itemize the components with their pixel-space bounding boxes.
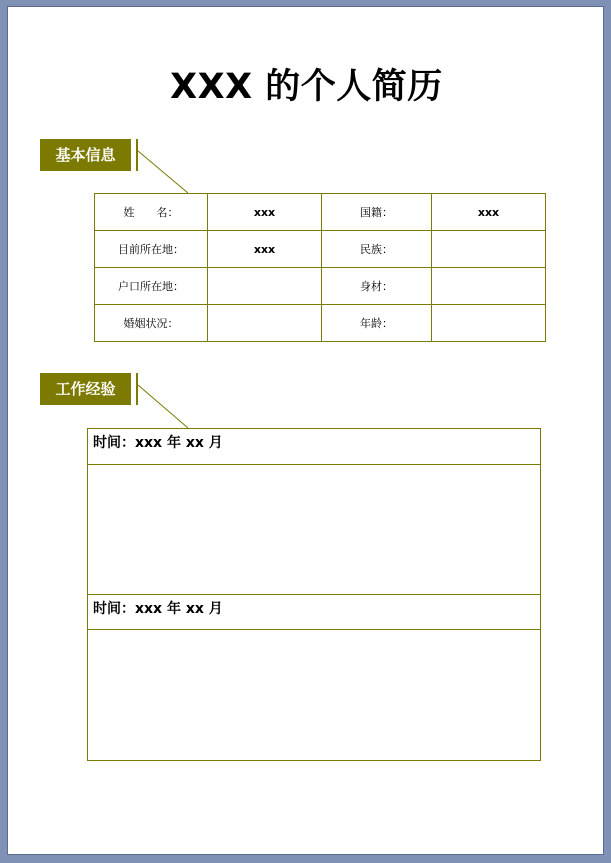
value-ethnicity[interactable] <box>432 231 546 268</box>
section-heading-work-experience: 工作经验 <box>40 373 131 405</box>
value-name[interactable]: xxx <box>208 194 322 231</box>
value-age[interactable] <box>432 305 546 342</box>
value-current-location[interactable]: xxx <box>208 231 322 268</box>
work-entry-body[interactable] <box>88 630 540 760</box>
work-entry-time[interactable]: 时间：xxx 年 xx 月 <box>88 594 540 630</box>
value-figure[interactable] <box>432 268 546 305</box>
work-entry-body[interactable] <box>88 465 540 594</box>
value-marital-status[interactable] <box>208 305 322 342</box>
label-age: 年龄： <box>322 305 432 342</box>
work-experience-table <box>87 428 541 761</box>
table-row <box>95 305 546 342</box>
table-row <box>95 231 546 268</box>
table-row <box>95 268 546 305</box>
label-name: 姓 名： <box>95 194 208 231</box>
label-nationality: 国籍： <box>322 194 432 231</box>
value-household-registration[interactable] <box>208 268 322 305</box>
label-current-location: 目前所在地： <box>95 231 208 268</box>
section-heading-basic-info: 基本信息 <box>40 139 131 171</box>
work-connector <box>138 385 188 428</box>
label-household-registration: 户口所在地： <box>95 268 208 305</box>
page-title: XXX 的个人简历 <box>170 67 443 107</box>
basic-info-table <box>94 193 546 342</box>
label-ethnicity: 民族： <box>322 231 432 268</box>
resume-page <box>7 6 604 855</box>
value-nationality[interactable]: xxx <box>432 194 546 231</box>
work-entry-time[interactable]: 时间：xxx 年 xx 月 <box>88 429 540 465</box>
section-heading-mark <box>136 373 138 405</box>
section-heading-mark <box>136 139 138 171</box>
table-row <box>95 194 546 231</box>
basic-info-connector <box>138 151 188 193</box>
label-marital-status: 婚姻状况： <box>95 305 208 342</box>
label-figure: 身材： <box>322 268 432 305</box>
